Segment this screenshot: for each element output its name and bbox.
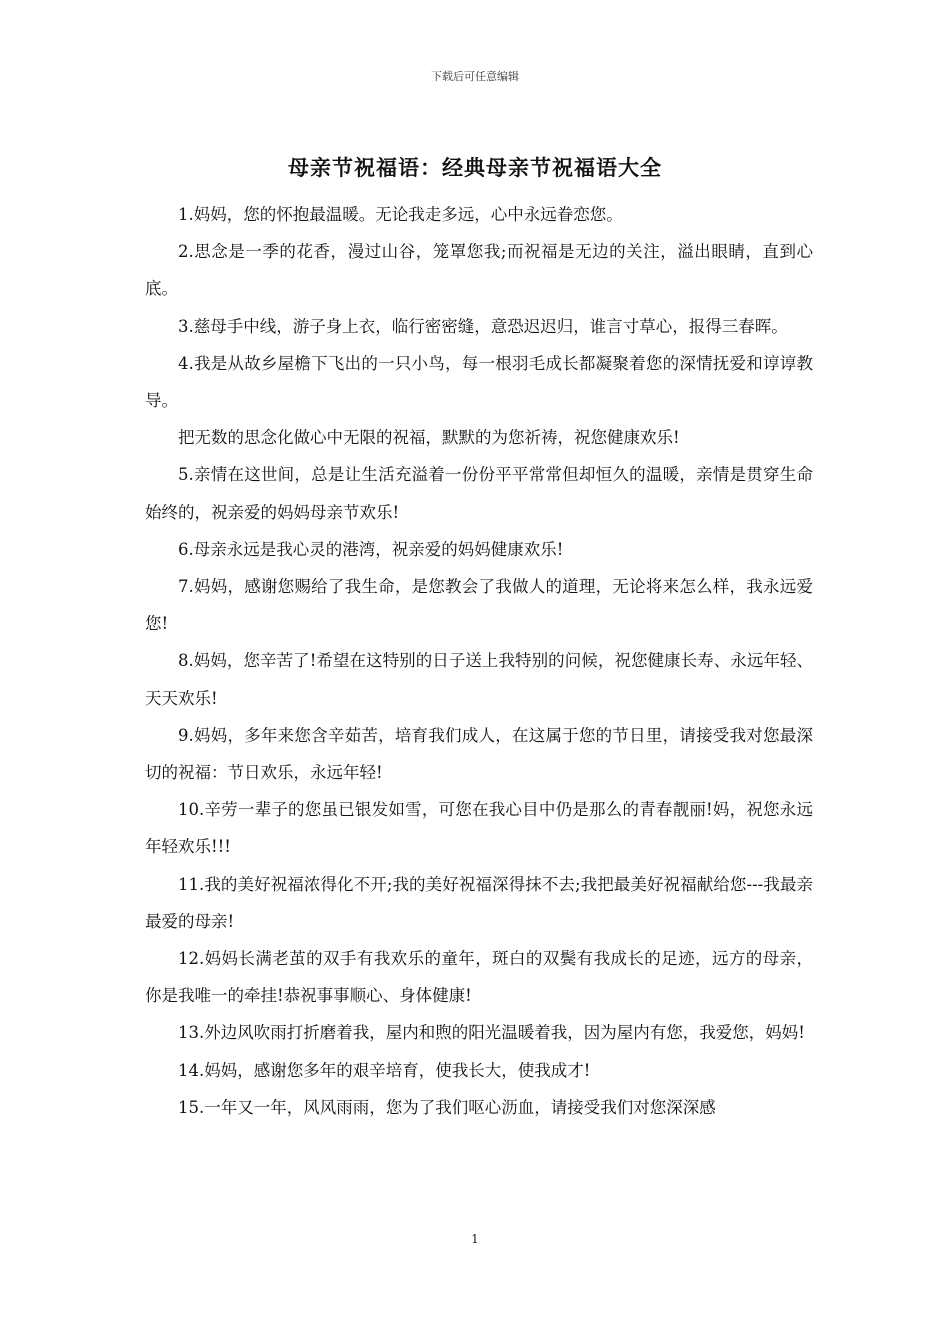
paragraph-4: 4.我是从故乡屋檐下飞出的一只小鸟，每一根羽毛成长都凝聚着您的深情抚爱和谆谆教导。 <box>145 353 813 411</box>
paragraph-10: 10.辛劳一辈子的您虽已银发如雪，可您在我心目中仍是那么的青春靓丽!妈，祝您永远年轻欢乐!!! <box>145 800 813 857</box>
document-title: 母亲节祝福语：经典母亲节祝福语大全 <box>288 156 662 180</box>
paragraph-3: 3.慈母手中线，游子身上衣，临行密密缝，意恐迟迟归，谁言寸草心，报得三春晖。 <box>178 316 788 336</box>
paragraph-9: 9.妈妈，多年来您含辛茹苦，培育我们成人，在这属于您的节日里，请接受我对您最深切的祝福：节日欢乐，永远年轻! <box>145 725 813 783</box>
paragraph-4-continued: 把无数的思念化做心中无限的祝福，默默的为您祈祷，祝您健康欢乐! <box>178 428 680 448</box>
paragraph-13: 13.外边风吹雨打折磨着我，屋内和煦的阳光温暖着我，因为屋内有您，我爱您，妈妈! <box>178 1023 805 1043</box>
paragraph-12: 12.妈妈长满老茧的双手有我欢乐的童年，斑白的双鬓有我成长的足迹，远方的母亲，你是我唯一的牵挂!恭祝事事顺心、身体健康! <box>145 949 813 1006</box>
paragraph-5: 5.亲情在这世间，总是让生活充溢着一份份平平常常但却恒久的温暖，亲情是贯穿生命始终的，祝亲爱的妈妈母亲节欢乐! <box>145 465 813 522</box>
document-body <box>145 196 813 1126</box>
page-number: 1 <box>471 1232 479 1246</box>
paragraph-7: 7.妈妈，感谢您赐给了我生命，是您教会了我做人的道理，无论将来怎么样，我永远爱您! <box>145 577 813 634</box>
paragraph-1: 1.妈妈，您的怀抱最温暖。无论我走多远，心中永远眷恋您。 <box>178 205 623 224</box>
paragraph-2: 2.思念是一季的花香，漫过山谷，笼罩您我;而祝福是无边的关注，溢出眼睛，直到心底。 <box>145 242 813 299</box>
paragraph-6: 6.母亲永远是我心灵的港湾，祝亲爱的妈妈健康欢乐! <box>178 539 564 559</box>
paragraph-15: 15.一年又一年，风风雨雨，您为了我们呕心沥血，请接受我们对您深深感 <box>178 1097 716 1117</box>
paragraph-14: 14.妈妈，感谢您多年的艰辛培育，使我长大，使我成才! <box>178 1060 591 1080</box>
header-note: 下载后可任意编辑 <box>431 70 519 83</box>
paragraph-11: 11.我的美好祝福浓得化不开;我的美好祝福深得抹不去;我把最美好祝福献给您---我最亲最爱的母亲! <box>145 874 813 931</box>
paragraph-8: 8.妈妈，您辛苦了!希望在这特别的日子送上我特别的问候，祝您健康长寿、永远年轻、天天欢乐! <box>145 651 813 708</box>
